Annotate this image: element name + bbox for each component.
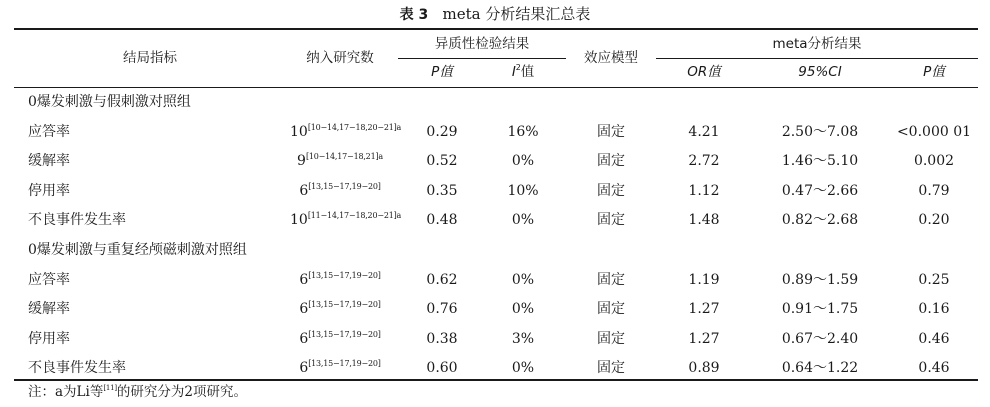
effect-model: 固定 (597, 301, 625, 317)
i2-value: 16% (507, 124, 539, 140)
footnote-prefix: 注：a为Li等 (28, 384, 104, 400)
ci-value: 0.47～2.66 (781, 183, 859, 199)
or-value: 4.21 (688, 124, 720, 140)
study-refs: [13,15−17,19−20] (308, 330, 381, 339)
i2-sup: 2 (515, 63, 521, 72)
p-label: P值 (923, 64, 945, 80)
group-label: 0爆发刺激与假刺激对照组 (28, 94, 191, 110)
study-count: 10 (290, 212, 308, 228)
or-label: OR值 (687, 64, 721, 80)
or-value: 1.19 (688, 272, 720, 288)
effect-model: 固定 (597, 212, 625, 228)
header-heterogeneity: 异质性检验结果 (434, 36, 530, 52)
study-count-cell (290, 151, 390, 171)
p-value: 0.25 (918, 272, 950, 288)
or-value: 1.48 (688, 212, 720, 228)
bottom-rule (14, 379, 978, 381)
footnote-ref: [11] (103, 384, 117, 392)
i2-value: 0% (511, 360, 535, 376)
i2-base: I (511, 64, 516, 80)
i2-value: 3% (511, 331, 535, 347)
study-count: 6 (299, 301, 309, 317)
heterogeneity-p: 0.35 (426, 183, 458, 199)
p-value: 0.16 (918, 301, 950, 317)
study-refs: [13,15−17,19−20] (308, 359, 381, 368)
outcome-label: 停用率 (28, 183, 70, 199)
header-or (656, 62, 752, 82)
top-rule (14, 28, 978, 30)
footnote-suffix: 的研究分为2项研究。 (116, 384, 248, 400)
study-refs: [10−14,17−18,21]a (305, 152, 383, 161)
i2-value: 0% (511, 153, 535, 169)
study-count-cell (290, 210, 402, 230)
study-refs: [11−14,17−18,20−21]a (307, 211, 402, 220)
i2-value: 0% (511, 212, 535, 228)
ci-value: 0.64～1.22 (781, 360, 859, 376)
group-label: 0爆发刺激与重复经颅磁刺激对照组 (28, 242, 247, 258)
outcome-label: 不良事件发生率 (28, 212, 126, 228)
study-count-cell (290, 358, 390, 378)
study-count: 9 (297, 153, 306, 169)
header-ci (760, 62, 880, 82)
effect-model: 固定 (597, 331, 625, 347)
study-count-cell (290, 329, 390, 349)
or-value: 2.72 (688, 153, 720, 169)
heterogeneity-p: 0.52 (426, 153, 458, 169)
meta-underline (656, 58, 978, 59)
or-value: 1.12 (688, 183, 720, 199)
effect-model: 固定 (597, 272, 625, 288)
header-meta-results: meta分析结果 (772, 36, 862, 52)
study-count: 10 (290, 124, 308, 140)
ci-value: 0.91～1.75 (781, 301, 859, 317)
heterogeneity-p: 0.76 (426, 301, 458, 317)
header-studies: 纳入研究数 (306, 50, 374, 66)
i2-suffix: 值 (520, 64, 535, 80)
outcome-label: 应答率 (28, 272, 70, 288)
p-value: 0.20 (918, 212, 950, 228)
outcome-label: 不良事件发生率 (28, 360, 126, 376)
or-value: 1.27 (688, 301, 720, 317)
heterogeneity-p: 0.48 (426, 212, 458, 228)
heterogeneity-p: 0.62 (426, 272, 458, 288)
outcome-label: 缓解率 (28, 301, 70, 317)
effect-model: 固定 (597, 360, 625, 376)
p-value: <0.000 01 (896, 124, 972, 140)
study-count: 6 (299, 183, 309, 199)
heterogeneity-p: 0.60 (426, 360, 458, 376)
ci-value: 0.82～2.68 (781, 212, 859, 228)
outcome-label: 应答率 (28, 124, 70, 140)
effect-model: 固定 (597, 124, 625, 140)
p-value: 0.46 (918, 331, 950, 347)
i2-value: 0% (511, 301, 535, 317)
header-het-i2 (480, 62, 566, 82)
study-count-cell (290, 122, 402, 142)
ci-value: 0.89～1.59 (781, 272, 859, 288)
study-count: 6 (299, 272, 309, 288)
study-count: 6 (299, 331, 309, 347)
table-number: 表 3 (399, 7, 429, 23)
study-refs: [10−14,17−18,20−21]a (307, 123, 402, 132)
outcome-label: 缓解率 (28, 153, 70, 169)
study-refs: [13,15−17,19−20] (308, 271, 381, 280)
header-model: 效应模型 (584, 50, 638, 66)
p-value: 0.46 (918, 360, 950, 376)
heterogeneity-p: 0.29 (426, 124, 458, 140)
p-value: 0.002 (913, 153, 955, 169)
study-count: 6 (299, 360, 309, 376)
study-count-cell (290, 181, 390, 201)
header-het-p (398, 62, 486, 82)
effect-model: 固定 (597, 183, 625, 199)
p-value: 0.79 (918, 183, 950, 199)
or-value: 0.89 (688, 360, 720, 376)
header-bottom-rule (14, 87, 978, 88)
header-p (890, 62, 978, 82)
ci-label: 95%CI (798, 64, 842, 80)
table-footnote (28, 382, 247, 402)
table-title: meta 分析结果汇总表 (442, 5, 591, 23)
study-refs: [13,15−17,19−20] (308, 300, 381, 309)
header-outcome: 结局指标 (123, 50, 177, 66)
heterogeneity-underline (398, 58, 566, 59)
or-value: 1.27 (688, 331, 720, 347)
study-refs: [13,15−17,19−20] (308, 182, 381, 191)
table-caption (0, 4, 990, 25)
i2-value: 0% (511, 272, 535, 288)
ci-value: 1.46～5.10 (781, 153, 859, 169)
outcome-label: 停用率 (28, 331, 70, 347)
i2-value: 10% (507, 183, 539, 199)
study-count-cell (290, 270, 390, 290)
effect-model: 固定 (597, 153, 625, 169)
study-count-cell (290, 299, 390, 319)
het-p-label: P值 (431, 64, 453, 80)
ci-value: 2.50～7.08 (781, 124, 859, 140)
ci-value: 0.67～2.40 (781, 331, 859, 347)
heterogeneity-p: 0.38 (426, 331, 458, 347)
